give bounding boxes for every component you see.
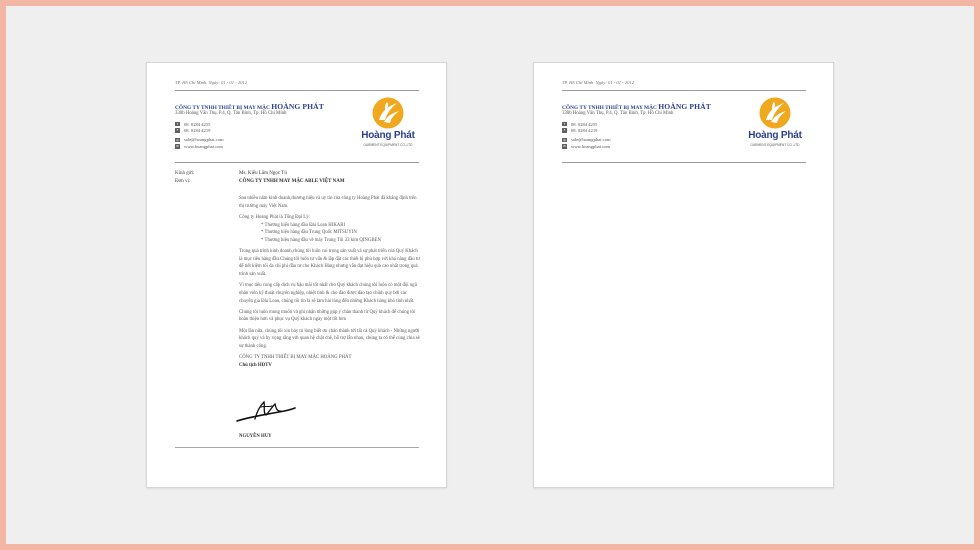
website-link[interactable]: www.hoangphat.com: [571, 143, 610, 149]
letter-page-blank: [533, 62, 834, 488]
company-brand: HOÀNG PHÁT: [658, 102, 711, 111]
header-rule-top: [175, 90, 419, 91]
phone-icon: T: [563, 122, 566, 126]
fax-number: 08. 0284 4219: [571, 128, 598, 134]
fax-icon: F: [176, 128, 179, 133]
letter-body: [239, 195, 421, 369]
website-row: [175, 143, 224, 149]
signatory-name: NGUYỄN HUY: [239, 434, 272, 439]
company-address: 330b Hoàng Văn Thụ, P.4, Q. Tân Bình, Tp. Hồ Chí Minh: [562, 111, 674, 116]
company-name: [175, 102, 324, 111]
fax-row: [562, 127, 611, 133]
unit-recipient: CÔNG TY TNHH MAY MẶC ABLE VIỆT NAM: [239, 179, 345, 184]
fax-icon: F: [563, 128, 566, 133]
contact-block: [562, 121, 611, 150]
email-icon: @: [176, 137, 179, 142]
body-paragraph: Sau nhiều năm kinh doanh,thương hiệu và uy tín của công ty Hoàng Phát đã khẳng định trên thị trường máy Việt Nam.: [239, 196, 417, 209]
company-prefix: CÔNG TY TNHH THIẾT BỊ MAY MẶC: [562, 105, 657, 111]
company-name: [562, 102, 711, 111]
footer-rule: [175, 447, 419, 448]
website-link[interactable]: www.hoangphat.com: [184, 143, 223, 149]
web-icon: W: [176, 144, 179, 149]
header-rule-bottom: [175, 162, 419, 163]
letter-page-filled: [146, 62, 447, 488]
phone-number: 08. 0284 4255: [571, 121, 598, 127]
logo-tagline: GARMENT EQUIPMENT CO.,LTD: [363, 143, 413, 147]
company-logo: [355, 96, 421, 154]
phone-number: 08. 0284 4255: [184, 121, 211, 127]
company-address: 330b Hoàng Văn Thụ, P.4, Q. Tân Bình, Tp. Hồ Chí Minh: [175, 111, 287, 116]
header-rule-top: [562, 90, 806, 91]
logo-flame-icon: [757, 96, 793, 130]
greeting-label: Kính gửi:: [175, 171, 195, 176]
body-paragraph: Trong quá trình kinh doanh,chúng tôi luôn coi trọng sản xuất và sự phát triển của Quý Khách là mục tiêu hàng đầu.Chúng tôi luôn tư vấn & lắp đặt các thiết bị phù hợp với khả năng đầu tư để tiết kiệm tối đa chi phí đầu tư cho Khách Hàng nhưng vẫn đạt hiệu quả cao nhất trong quá trình sản xuất.: [239, 249, 420, 278]
date-line: TP. Hồ Chí Minh. Ngày: 01 - 01 - 2012: [562, 80, 635, 85]
email-link[interactable]: sale@hoangphat.com: [571, 137, 611, 143]
company-logo: [742, 96, 808, 154]
logo-flame-icon: [370, 96, 406, 130]
unit-label: Đơn vị:: [175, 179, 191, 184]
body-paragraph: Công ty Hoàng Phát là Tổng Đại Lý:: [239, 214, 310, 220]
body-paragraph: Một lần nữa, chúng tôi xin bày tỏ lòng biết ơn chân thành tới tất cả Quý khách - Những người khách quý và hy vọng rằng với quan hệ chặt chẽ, hỗ trợ lẫn nhau, chúng ta có thể cùng chia sẻ sự thành công.: [239, 328, 420, 349]
fax-row: [175, 127, 224, 133]
email-link[interactable]: sale@hoangphat.com: [184, 137, 224, 143]
backdrop: [6, 6, 974, 544]
body-paragraph: Chúng tôi luôn mong muốn và ghi nhận những góp ý chân thành từ Quý khách để chúng tôi hoàn thiện hơn và phục vụ Quý khách ngày một tốt hơn: [239, 309, 416, 323]
logo-wordmark: Hoàng Phát: [361, 130, 415, 141]
website-row: [562, 143, 611, 149]
email-icon: @: [563, 137, 566, 142]
company-prefix: CÔNG TY TNHH THIẾT BỊ MAY MẶC: [175, 105, 270, 111]
signature-image: [235, 395, 299, 427]
company-brand: HOÀNG PHÁT: [271, 102, 324, 111]
body-paragraph: Vì mục tiêu cung cấp dịch vụ hậu mãi tốt nhất cho Quý khách chúng tôi luôn có một đội ngũ nhân viên kỹ thuật chuyên nghiệp, nhiệt tình & cho đào được đào tạo chính quy bởi các chuyên gia Đài Loan, chúng tôi tin là sẽ làm hài lòng đến những Khách hàng khó tính nhất.: [239, 283, 417, 304]
brand-list-item: * Thương hiệu hàng đầu Đài Loan HIKARI: [261, 222, 346, 228]
logo-tagline: GARMENT EQUIPMENT CO.,LTD: [750, 143, 800, 147]
contact-block: [175, 121, 224, 150]
phone-icon: T: [176, 122, 179, 126]
date-line: TP. Hồ Chí Minh. Ngày: 01 - 01 - 2012: [175, 80, 248, 85]
fax-number: 08. 0284 4219: [184, 128, 211, 134]
brand-list-item: * Thương hiệu hàng đầu về máy Trung Tôi 33 kim QINGBEN: [261, 237, 381, 243]
sign-title: Chủ tịch HĐTV: [239, 362, 272, 368]
logo-wordmark: Hoàng Phát: [748, 130, 802, 141]
brand-list-item: * Thương hiệu hàng đầu Trung Quốc MITSUYIN: [261, 230, 357, 236]
header-rule-bottom: [562, 162, 806, 163]
sign-company: CÔNG TY TNHH THIẾT BỊ MAY MẶC HOÀNG PHÁT: [239, 355, 352, 360]
web-icon: W: [563, 144, 566, 149]
greeting-recipient: Ms. Kiều Lâm Ngọc Tú: [239, 171, 287, 176]
